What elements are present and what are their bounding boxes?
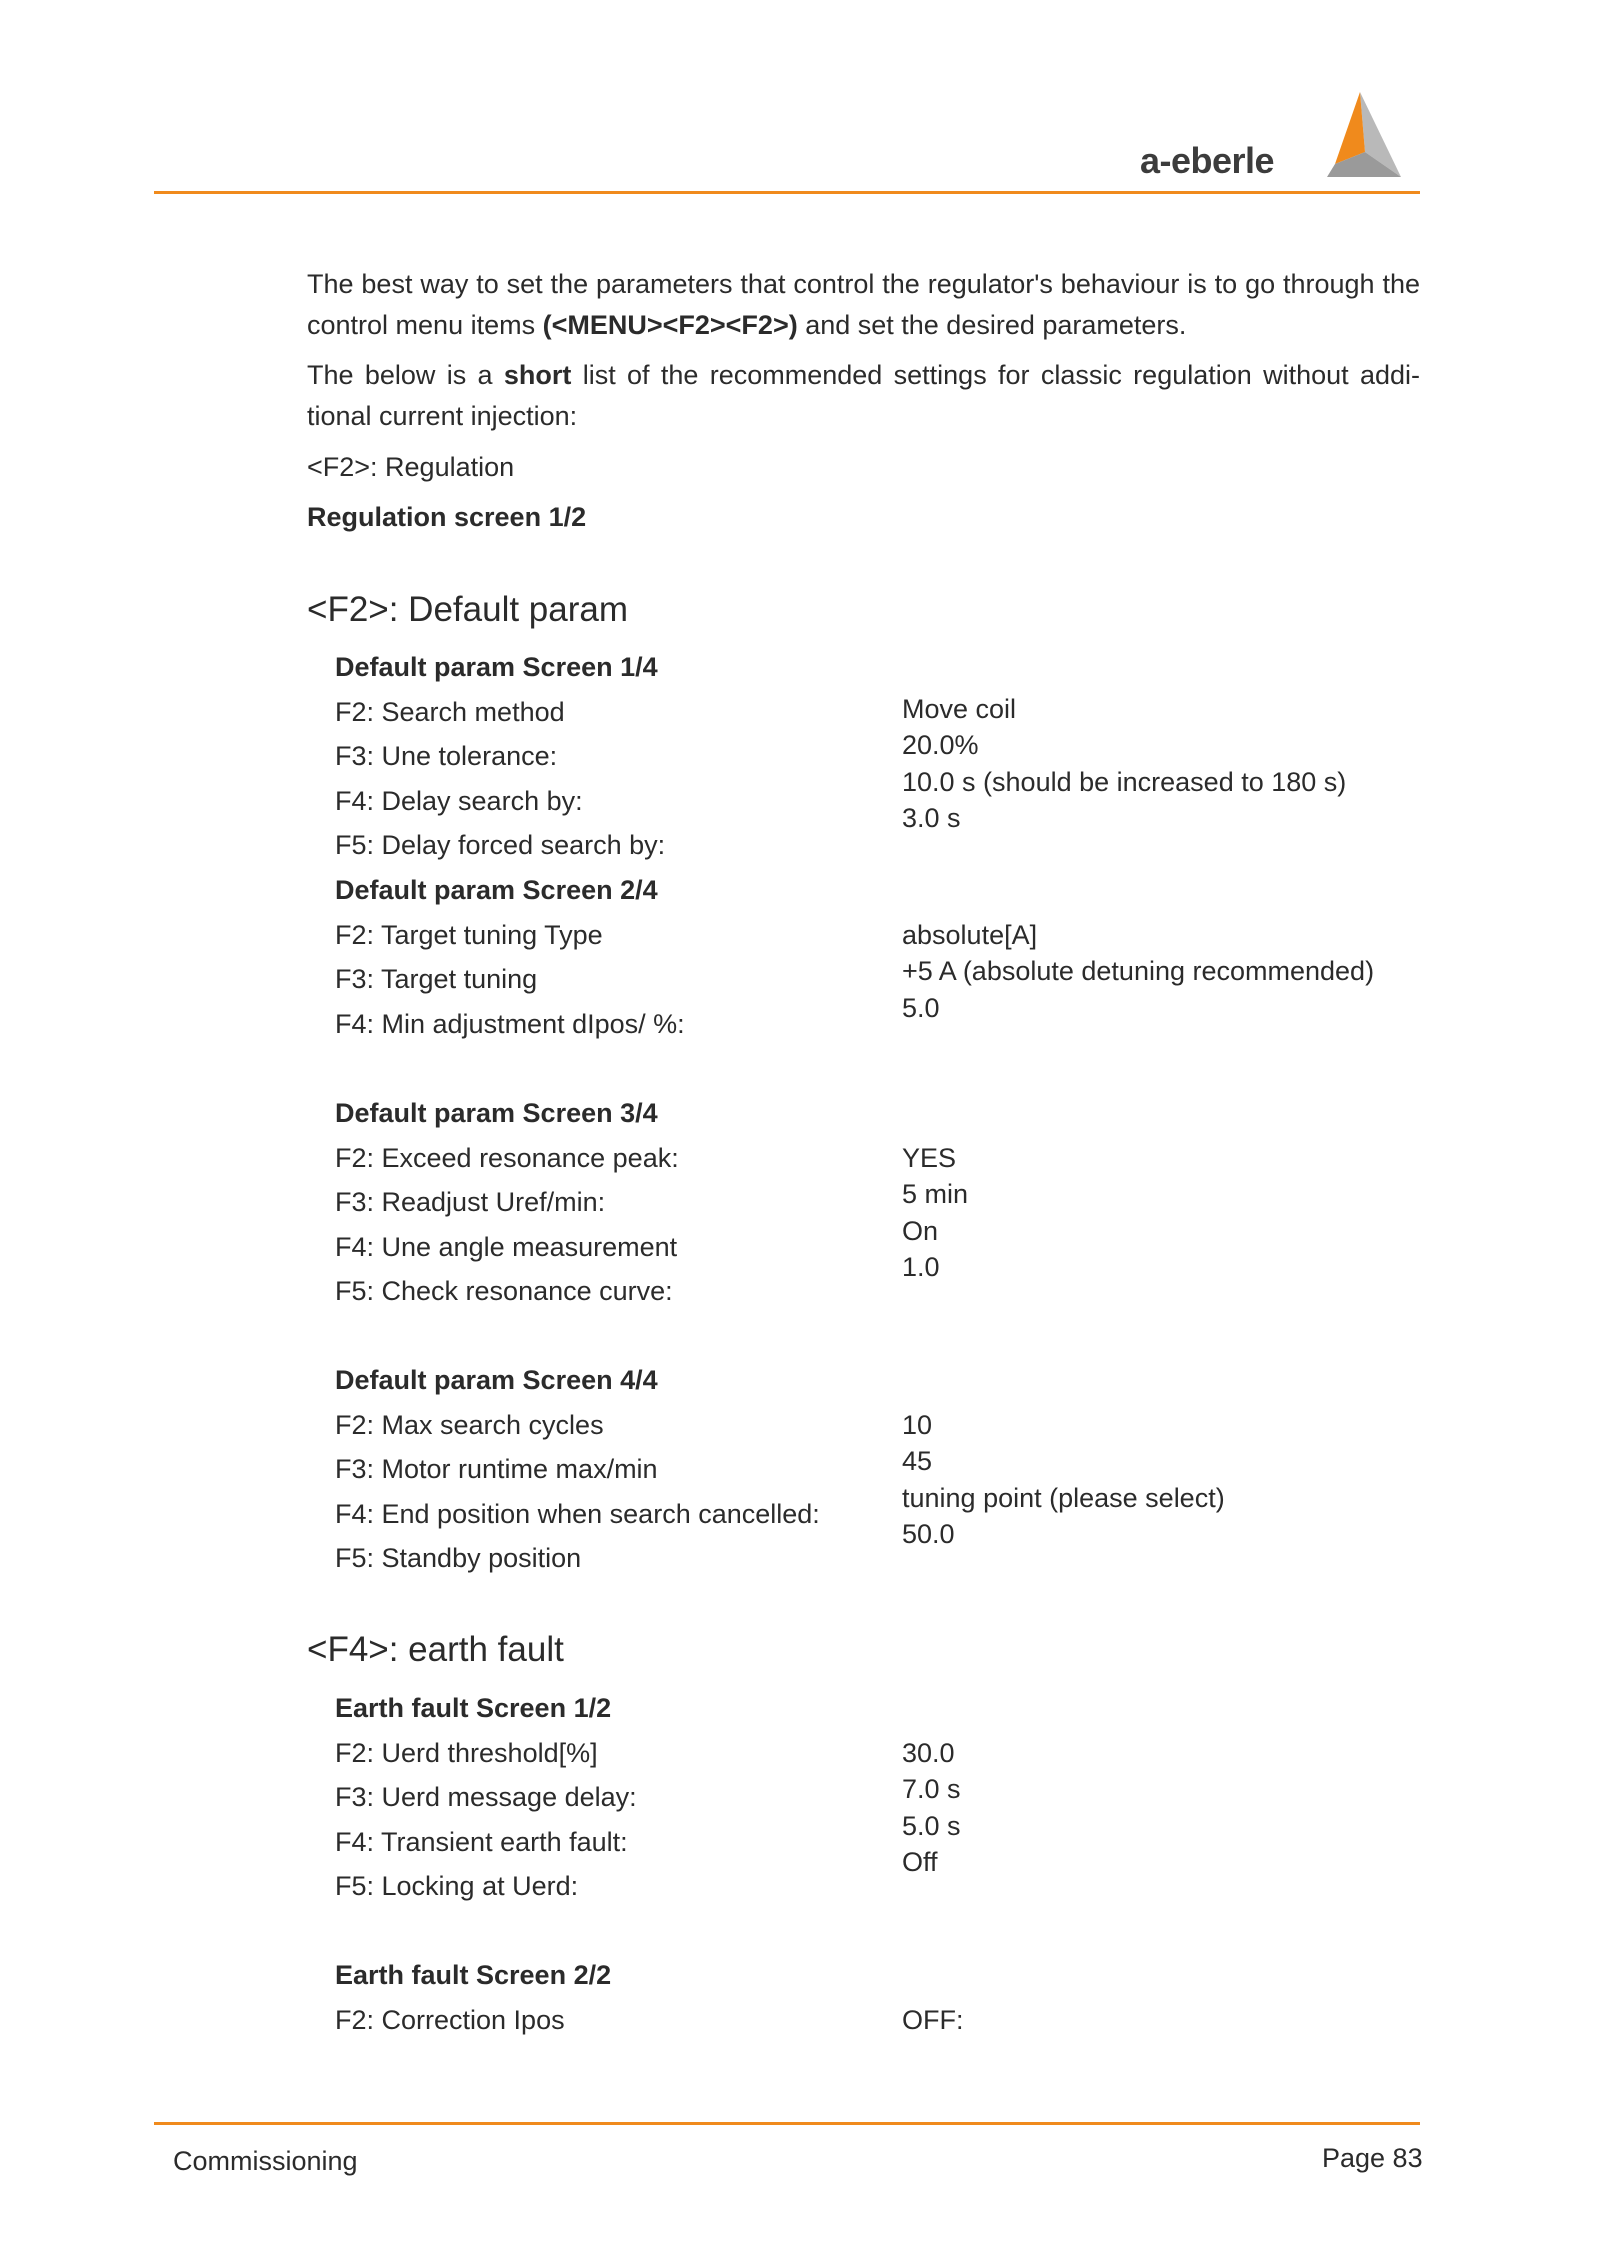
dp3-label-1: F2: Exceed resonance peak: bbox=[335, 1143, 679, 1173]
dp4-label-4: F5: Standby position bbox=[335, 1543, 582, 1573]
default-param-screen1-title: Default param Screen 1/4 bbox=[335, 652, 658, 682]
earth-fault-screen2-title: Earth fault Screen 2/2 bbox=[335, 1960, 612, 1990]
default-param-screen2-title: Default param Screen 2/4 bbox=[335, 875, 658, 905]
intro-paragraph-1: The best way to set the parameters that control the regulator's behaviour is to go through the control menu items (<MENU><F2><F2>) and set the desired parameters. bbox=[307, 269, 1420, 340]
dp2-value-1: absolute[A] bbox=[902, 920, 1038, 950]
footer-rule bbox=[154, 2122, 1420, 2125]
ef2-label-1: F2: Correction Ipos bbox=[335, 2005, 565, 2035]
earth-fault-heading: <F4>: earth fault bbox=[307, 1630, 564, 1669]
ef1-value-1: 30.0 bbox=[902, 1738, 955, 1768]
regulation-screen-title: Regulation screen 1/2 bbox=[307, 502, 587, 532]
default-param-screen3-title: Default param Screen 3/4 bbox=[335, 1098, 658, 1128]
dp2-value-2: +5 A (absolute detuning recommended) bbox=[902, 956, 1375, 986]
dp1-value-3: 10.0 s (should be increased to 180 s) bbox=[902, 767, 1347, 797]
dp1-label-4: F5: Delay forced search by: bbox=[335, 830, 666, 860]
company-logo bbox=[1140, 92, 1410, 182]
dp1-value-4: 3.0 s bbox=[902, 803, 961, 833]
dp3-value-2: 5 min bbox=[902, 1179, 969, 1209]
dp2-label-3: F4: Min adjustment dIpos/ %: bbox=[335, 1009, 685, 1039]
default-param-heading: <F2>: Default param bbox=[307, 590, 628, 629]
intro-text bbox=[307, 264, 1420, 437]
dp3-label-3: F4: Une angle measurement bbox=[335, 1232, 678, 1262]
dp4-value-1: 10 bbox=[902, 1410, 933, 1440]
ef1-label-1: F2: Uerd threshold[%] bbox=[335, 1738, 598, 1768]
ef1-value-2: 7.0 s bbox=[902, 1774, 961, 1804]
dp4-value-3: tuning point (please select) bbox=[902, 1483, 1225, 1513]
dp2-value-3: 5.0 bbox=[902, 993, 940, 1023]
dp2-label-1: F2: Target tuning Type bbox=[335, 920, 603, 950]
dp1-label-3: F4: Delay search by: bbox=[335, 786, 583, 816]
earth-fault-screen1-title: Earth fault Screen 1/2 bbox=[335, 1693, 612, 1723]
footer-page-number: Page 83 bbox=[1322, 2143, 1423, 2173]
ef1-label-4: F5: Locking at Uerd: bbox=[335, 1871, 579, 1901]
dp1-label-2: F3: Une tolerance: bbox=[335, 741, 558, 771]
dp4-value-2: 45 bbox=[902, 1446, 933, 1476]
dp3-label-4: F5: Check resonance curve: bbox=[335, 1276, 673, 1306]
footer-section: Commissioning bbox=[173, 2146, 358, 2176]
intro-paragraph-2: The below is a short list of the recommended settings for classic regulation without addi-tional current injection: bbox=[307, 360, 1421, 431]
dp3-label-2: F3: Readjust Uref/min: bbox=[335, 1187, 606, 1217]
logo-triangle-icon bbox=[1305, 92, 1405, 182]
dp1-value-1: Move coil bbox=[902, 694, 1017, 724]
dp4-value-4: 50.0 bbox=[902, 1519, 955, 1549]
dp1-label-1: F2: Search method bbox=[335, 697, 565, 727]
dp4-label-2: F3: Motor runtime max/min bbox=[335, 1454, 658, 1484]
ef2-value-1: OFF: bbox=[902, 2005, 964, 2035]
header-rule bbox=[154, 191, 1420, 194]
dp3-value-1: YES bbox=[902, 1143, 957, 1173]
dp1-value-2: 20.0% bbox=[902, 730, 979, 760]
ef1-value-4: Off bbox=[902, 1847, 938, 1877]
default-param-screen4-title: Default param Screen 4/4 bbox=[335, 1365, 658, 1395]
ef1-value-3: 5.0 s bbox=[902, 1811, 961, 1841]
dp3-value-4: 1.0 bbox=[902, 1252, 940, 1282]
ef1-label-3: F4: Transient earth fault: bbox=[335, 1827, 628, 1857]
regulation-menu-path: <F2>: Regulation bbox=[307, 452, 515, 482]
ef1-label-2: F3: Uerd message delay: bbox=[335, 1782, 637, 1812]
logo-wordmark: a-eberle bbox=[1140, 140, 1275, 181]
dp2-label-2: F3: Target tuning bbox=[335, 964, 538, 994]
dp3-value-3: On bbox=[902, 1216, 939, 1246]
dp4-label-3: F4: End position when search cancelled: bbox=[335, 1499, 820, 1529]
dp4-label-1: F2: Max search cycles bbox=[335, 1410, 604, 1440]
